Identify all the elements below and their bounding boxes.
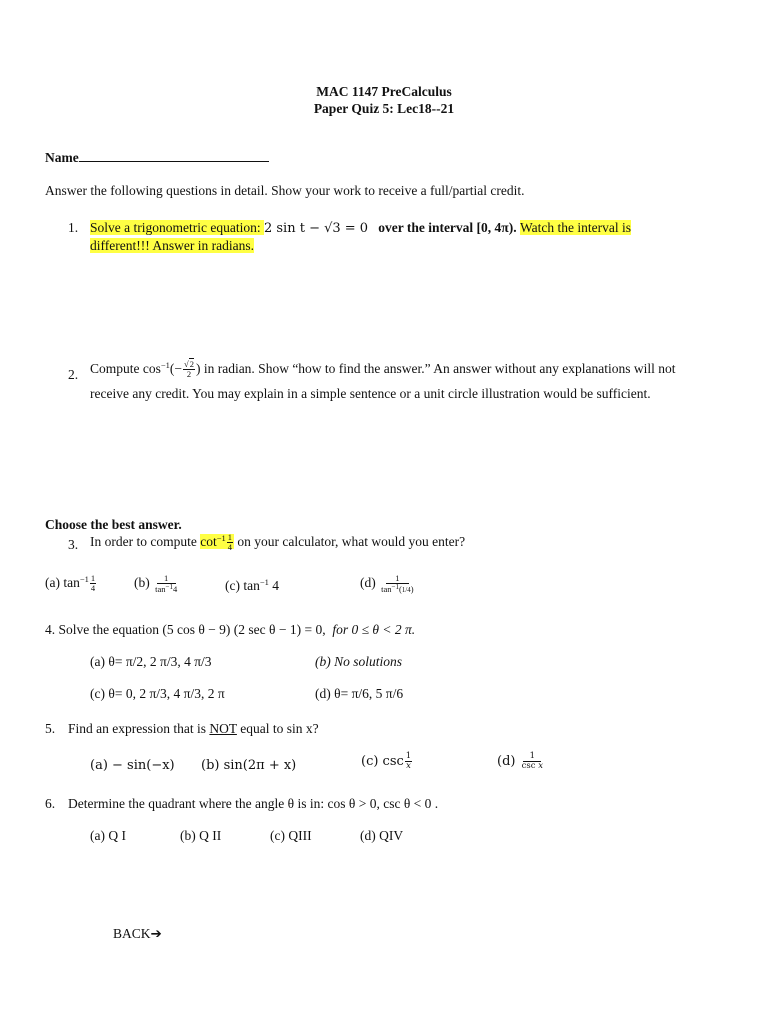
q3-option-d: (d) $\frac{1}{\tan^{-1}(1/4)}$ [360, 573, 414, 594]
q3-text-after: on your calculator, what would you enter? [234, 534, 466, 549]
instructions: Answer the following questions in detail. Show your work to receive a full/partial credit. [45, 183, 525, 198]
q3-text-before: In order to compute [90, 534, 201, 549]
name-field [45, 150, 269, 166]
q4-line [45, 622, 415, 638]
q3-cot-expression: $\cot^{-1}$ $\frac{1}{4}$ [200, 532, 233, 553]
q5-text-before: Find an expression that is [68, 721, 210, 736]
q5-line [68, 721, 319, 737]
q5-option-a: (a) − sin(−x) [90, 758, 175, 773]
section-heading: Choose the best answer. [45, 517, 182, 532]
name-label: Name [45, 150, 79, 165]
q5-option-d: (d) $\frac{1}{\text{csc x}}$ [497, 751, 543, 771]
q4-text: 4. Solve the equation (5 cos θ − 9) (2 sec θ − 1) = 0, [45, 622, 326, 637]
name-blank [79, 150, 269, 162]
q5-text-after: equal to sin x? [236, 721, 319, 736]
q2-text-after: in radian. Show “how to find the answer.” An answer without any explanations will not [200, 361, 676, 376]
q5-option-c: (c) csc $\frac{1}{x}$ [361, 751, 412, 771]
q2-fraction: $\frac{√2}{2}$ [184, 359, 194, 380]
q5-number: 5. [45, 721, 56, 736]
q6-text: Determine the quadrant where the angle θ is in: cos θ > 0, csc θ < 0 . [68, 796, 439, 811]
q1-line2 [90, 238, 254, 254]
q4-option-d: (d) θ= π/6, 5 π/6 [315, 686, 404, 701]
quiz-title: Paper Quiz 5: Lec18--21 [313, 101, 455, 116]
q2-inverse-sup: −1 [160, 360, 170, 370]
q1-warning-1: Watch the interval is [519, 220, 631, 235]
q5-emphasis: NOT [209, 721, 237, 736]
q6-option-c: (c) QIII [270, 828, 312, 843]
q3-option-b: (b) $\frac{1}{\tan^{-1}4}$ [134, 573, 178, 594]
q2-number: 2. [68, 367, 79, 382]
q1-text: Solve a trigonometric equation: [90, 220, 264, 235]
q6-option-a: (a) Q I [90, 828, 126, 843]
q6-number: 6. [45, 796, 56, 811]
q4-option-c: (c) θ= 0, 2 π/3, 4 π/3, 2 π [90, 686, 225, 701]
back-link[interactable]: BACK➔ [113, 926, 162, 941]
q3-number: 3. [68, 537, 79, 552]
q2-line2: receive any credit. You may explain in a simple sentence or a unit circle illustration would be sufficient. [90, 386, 651, 401]
q1-interval: over the interval [0, 4π). [378, 220, 517, 235]
q6-option-b: (b) Q II [180, 828, 222, 843]
q6-option-d: (d) QIV [360, 828, 404, 843]
q3-line [90, 533, 465, 552]
q3-option-a: (a) $\tan^{-1}$ $\frac{1}{4}$ [45, 573, 96, 594]
q4-condition: for 0 ≤ θ < 2 π. [332, 622, 416, 637]
q1-line1 [90, 220, 631, 236]
q4-option-b: (b) No solutions [315, 654, 403, 669]
q5-option-b: (b) sin(2π + x) [201, 758, 297, 773]
course-title: MAC 1147 PreCalculus [316, 84, 452, 99]
q2-line1: Compute $\cos^{-1}(-$ $\frac{√2}{2}$ ) in radian. Show “how to find the answer.” An answer without any explanations will not [90, 359, 676, 380]
q1-warning-2: different!!! Answer in radians. [90, 238, 254, 253]
q1-number: 1. [68, 220, 79, 235]
q4-option-a: (a) θ= π/2, 2 π/3, 4 π/3 [90, 654, 212, 669]
q2-text-before: Compute cos [90, 361, 161, 376]
q1-equation: 2 sin t − √3 = 0 [263, 221, 369, 236]
q3-option-c: (c) $\tan^{-1} 4$ [225, 577, 280, 593]
